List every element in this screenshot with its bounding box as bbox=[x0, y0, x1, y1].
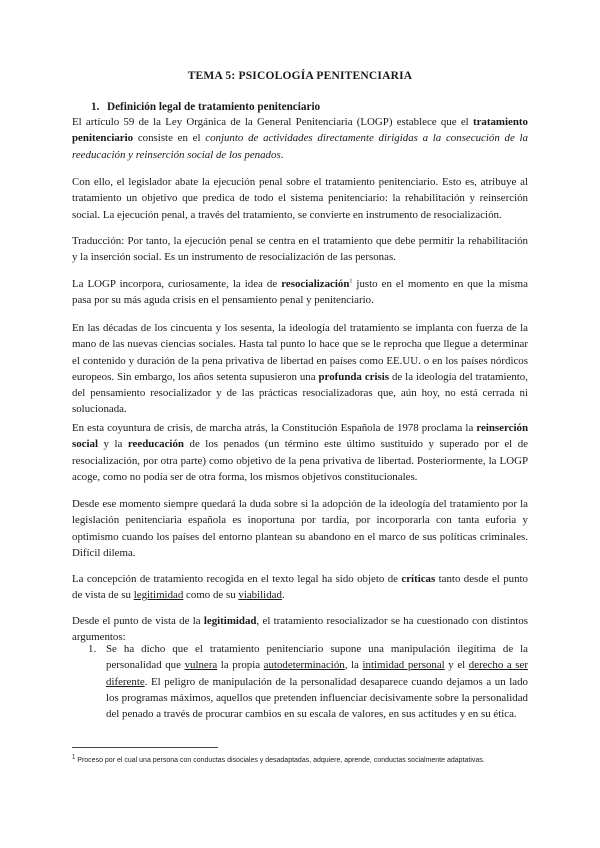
text: El artículo 59 de la Ley Orgánica de la General Penitenciaria (LOGP) establece que el bbox=[72, 116, 473, 128]
text: . bbox=[280, 148, 284, 161]
text: , el tratamiento resocializador se ha cuestionado con distintos argumentos: bbox=[72, 615, 528, 644]
text: y el bbox=[444, 659, 469, 672]
paragraph-traduccion: Traducción: Por tanto, la ejecución penal se centra en el tratamiento que debe permitir la rehabilitación y la inserción social. Es un instrumento de resocialización de las personas. bbox=[72, 235, 528, 264]
text: como de su bbox=[183, 589, 239, 602]
list-item bbox=[88, 641, 528, 722]
footnote bbox=[72, 756, 512, 766]
section-title: Definición legal de tratamiento penitenciario bbox=[107, 101, 321, 113]
text: La concepción de tratamiento recogida en el texto legal ha sido objeto de bbox=[72, 573, 402, 585]
paragraph-article-59 bbox=[72, 114, 528, 163]
bold-term: tratamiento penitenciario bbox=[72, 116, 528, 145]
text: . bbox=[281, 589, 285, 602]
page-title: TEMA 5: PSICOLOGÍA PENITENCIARIA bbox=[187, 70, 413, 82]
text: Se ha dicho que el tratamiento penitenciario supone una manipulación ilegítima de la personalidad que bbox=[106, 643, 528, 672]
text: , la bbox=[344, 659, 363, 672]
underlined-term: intimidad personal bbox=[362, 659, 445, 672]
section-number: 1. bbox=[91, 101, 100, 113]
bold-term: reeducación bbox=[127, 438, 184, 451]
text: En esta coyuntura de crisis, de marcha atrás, la Constitución Española de 1978 proclama la bbox=[72, 422, 477, 434]
text: justo en el momento en que la misma pasa por su más aguda crisis en el pensamiento penal y penitenciario. bbox=[72, 278, 528, 307]
footnote-ref: 1 bbox=[349, 278, 353, 285]
text: . El peligro de manipulación de la personalidad desaparece cuando dejamos a un lado los programas máximos, aquellos que pretenden influenciar decisivamente sobre la personalidad del penado a través de procurar cambios en su escala de valores, en sus actitudes y en su ética. bbox=[106, 675, 528, 721]
paragraph-duda: Desde ese momento siempre quedará la duda sobre si la adopción de la ideología del tratamiento por la legislación penitenciaria española es inoportuna por tardía, por incorporarla con tanta euforia y optimismo cuando los países del entorno plantean su abandono en el marco de sus políticas criminales. Difícil dilema. bbox=[72, 498, 528, 559]
underlined-term: autodeterminación bbox=[263, 659, 345, 672]
underlined-term: vulnera bbox=[184, 659, 218, 672]
list-item-text bbox=[106, 641, 528, 722]
paragraph-constitucion bbox=[72, 420, 528, 485]
underlined-term: derecho a ser diferente bbox=[106, 659, 528, 688]
bold-term: resocialización bbox=[281, 278, 350, 290]
list-marker: 1. bbox=[88, 643, 97, 655]
bold-term: reinserción social bbox=[72, 422, 528, 451]
italic-definition: conjunto de actividades directamente dirigidas a la consecución de la reeducación y reinserción social de los penados bbox=[72, 132, 528, 161]
paragraph-logp-resocializacion bbox=[72, 276, 528, 309]
footnote-separator bbox=[72, 747, 218, 748]
footnote-text: Proceso por el cual una persona con conductas disociales y desadaptadas, adquiere, aprende, conductas socialmente adaptativas. bbox=[75, 757, 485, 764]
numbered-list bbox=[88, 641, 528, 722]
footnote-number: 1 bbox=[72, 754, 76, 761]
underlined-term: viabilidad bbox=[238, 589, 282, 602]
bold-term: profunda crisis bbox=[318, 370, 390, 383]
text: tanto desde el punto de vista de su bbox=[72, 573, 529, 602]
bold-term: legitimidad bbox=[203, 615, 257, 627]
section-heading bbox=[91, 101, 320, 113]
bold-term: críticas bbox=[401, 573, 436, 585]
paragraph-legislador: Con ello, el legislador abate la ejecución penal sobre el tratamiento penitenciario. Esto es, atribuye al tratamiento un objetivo que predica de todo el sistema penitenciario: la rehabilitación y reinserción social. La ejecución penal, a través del tratamiento, se convierte en instrumento de resocialización. bbox=[72, 176, 528, 221]
paragraph-decadas bbox=[72, 320, 528, 418]
text: la propia bbox=[217, 659, 264, 672]
text: de los penados (un término este último sustituido y superado por el de resocialización, por otra parte) como objetivo de la pena privativa de libertad. Posteriormente, la LOGP acoge, como no podía ser de otra forma, los mismos objetivos constitucionales. bbox=[72, 438, 528, 483]
text: consiste en el bbox=[133, 132, 206, 145]
text: y la bbox=[98, 438, 128, 451]
text: En las décadas de los cincuenta y los sesenta, la ideología del tratamiento se implanta con fuerza de la mano de las nuevas ciencias sociales. Hasta tal punto lo hace que se le reprocha que llegue a determinar el contenido y duración de la pena privativa de libertad en países como EE.UU. o en los países nórdicos europeos. Sin embargo, los años setenta supusieron una bbox=[72, 322, 528, 383]
text: Desde el punto de vista de la bbox=[72, 615, 204, 627]
paragraph-criticas bbox=[72, 571, 528, 604]
text: de la ideología del tratamiento, del pensamiento resocializador y de las prácticas resocializadoras que, aún hoy, no está cerrada ni solucionada. bbox=[72, 370, 528, 416]
text: La LOGP incorpora, curiosamente, la idea de bbox=[72, 278, 282, 290]
underlined-term: legitimidad bbox=[133, 589, 184, 602]
